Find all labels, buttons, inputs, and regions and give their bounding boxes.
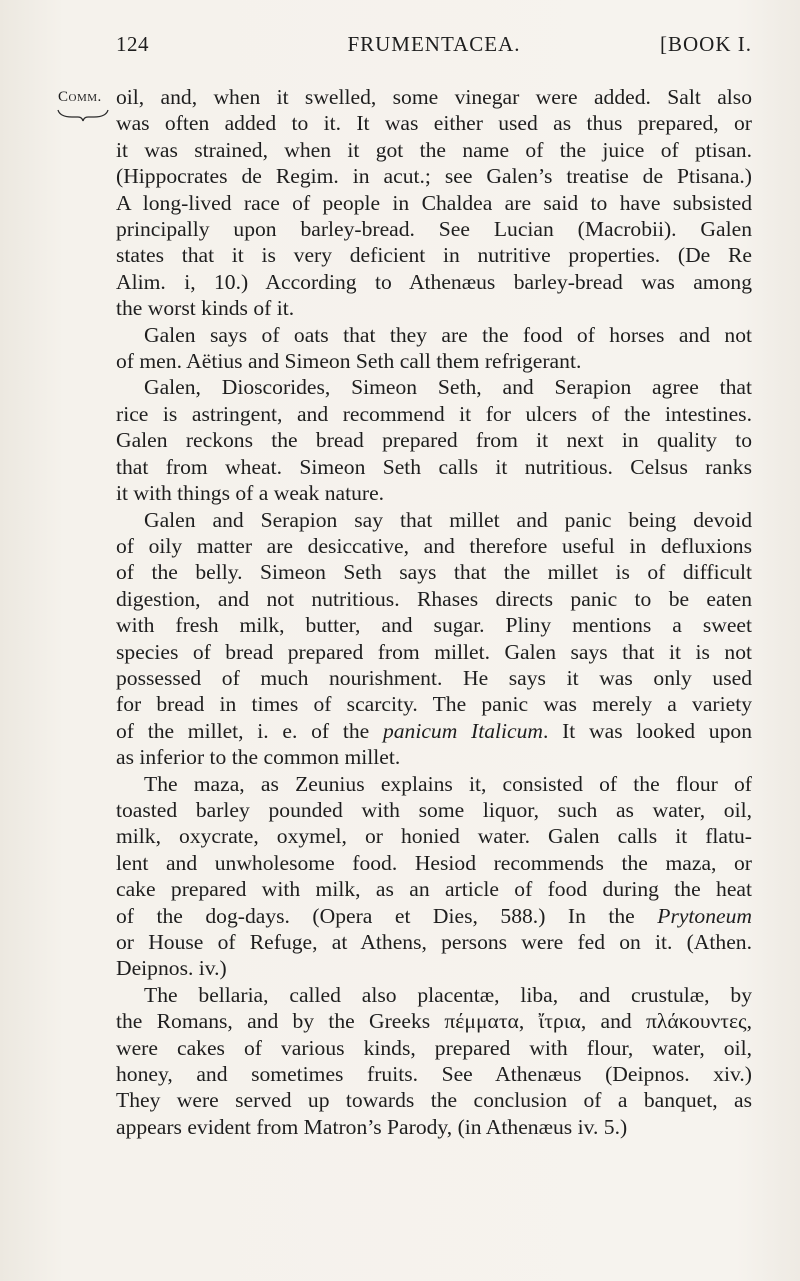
text-line: Deipnos. iv.): [116, 956, 227, 981]
running-title: FRUMENTACEA.: [347, 32, 521, 56]
text-line: milk, oxycrate, oxymel, or honied water. Galen calls it flatu-: [116, 824, 752, 849]
text-line: the worst kinds of it.: [116, 296, 295, 321]
text-line: possessed of much nourishment. He says it was only used: [116, 665, 752, 690]
text-line: principally upon barley-bread. See Lucian (Macrobii). Galen: [116, 217, 752, 242]
text-line: of oily matter are desiccative, and therefore useful in defluxions: [116, 533, 752, 558]
text-line: of the belly. Simeon Seth says that the millet is of difficult: [116, 560, 752, 585]
text-line: honey, and sometimes fruits. See Athenæus (Deipnos. xiv.): [116, 1062, 752, 1087]
text-line: with fresh milk, butter, and sugar. Pliny mentions a sweet: [116, 613, 752, 638]
text-line: appears evident from Matron’s Parody, (in Athenæus iv. 5.): [116, 1114, 628, 1139]
text-line: Galen, Dioscorides, Simeon Seth, and Serapion agree that: [144, 375, 752, 400]
paragraph: [116, 84, 752, 322]
text-line: lent and unwholesome food. Hesiod recommends the maza, or: [116, 850, 752, 875]
text-line: it was strained, when it got the name of the juice of ptisan.: [116, 137, 752, 162]
paragraph: [116, 322, 752, 375]
paragraph: [116, 507, 752, 771]
text-line: was often added to it. It was either used as thus prepared, or: [116, 111, 752, 136]
text-line: rice is astringent, and recommend it for ulcers of the intestines.: [116, 401, 752, 426]
text-line: the Romans, and by the Greeks πέμματα, ἴτρια, and πλάκουντες,: [116, 1009, 752, 1034]
text-line: digestion, and not nutritious. Rhases directs panic to be eaten: [116, 586, 752, 611]
text-line: of men. Aëtius and Simeon Seth call them refrigerant.: [116, 349, 582, 374]
paragraph: [116, 771, 752, 982]
book-label: [BOOK I.: [660, 32, 752, 56]
body-text: [116, 84, 752, 1140]
text-line: or House of Refuge, at Athens, persons were fed on it. (Athen.: [116, 930, 752, 954]
text-line: The bellaria, called also placentæ, liba, and crustulæ, by: [144, 982, 752, 1007]
margin-note: Comm.: [58, 89, 102, 105]
text-line: species of bread prepared from millet. Galen says that it is not: [116, 639, 752, 664]
margin-brace-icon: [56, 108, 110, 122]
text-line: Galen reckons the bread prepared from it next in quality to: [116, 428, 752, 453]
text-line: cake prepared with milk, as an article of food during the heat: [116, 877, 752, 902]
text-line: as inferior to the common millet.: [116, 745, 401, 770]
text-line: (Hippocrates de Regim. in acut.; see Galen’s treatise de Ptisana.): [116, 164, 752, 189]
text-line: They were served up towards the conclusion of a banquet, as: [116, 1088, 752, 1113]
text-line: Galen says of oats that they are the food of horses and not: [144, 322, 752, 347]
text-line: of the dog-days. (Opera et Dies, 588.) In the Prytoneum: [116, 903, 752, 928]
text-line: A long-lived race of people in Chaldea are said to have subsisted: [116, 190, 752, 215]
text-line: oil, and, when it swelled, some vinegar were added. Salt also: [116, 85, 752, 109]
paragraph: [116, 982, 752, 1140]
text-line: of the millet, i. e. of the panicum Italicum. It was looked upon: [116, 718, 752, 743]
text-line: for bread in times of scarcity. The panic was merely a variety: [116, 692, 752, 717]
text-line: The maza, as Zeunius explains it, consisted of the flour of: [144, 771, 752, 796]
text-line: that from wheat. Simeon Seth calls it nutritious. Celsus ranks: [116, 454, 752, 479]
text-line: Alim. i, 10.) According to Athenæus barley-bread was among: [116, 269, 752, 294]
text-line: states that it is very deficient in nutritive properties. (De Re: [116, 243, 752, 268]
text-line: Galen and Serapion say that millet and panic being devoid: [144, 507, 752, 532]
text-line: it with things of a weak nature.: [116, 481, 385, 506]
text-line: were cakes of various kinds, prepared with flour, water, oil,: [116, 1035, 752, 1060]
text-line: toasted barley pounded with some liquor, such as water, oil,: [116, 797, 752, 822]
running-header: [116, 32, 752, 64]
page-number: 124: [116, 32, 149, 56]
paragraph: [116, 374, 752, 506]
